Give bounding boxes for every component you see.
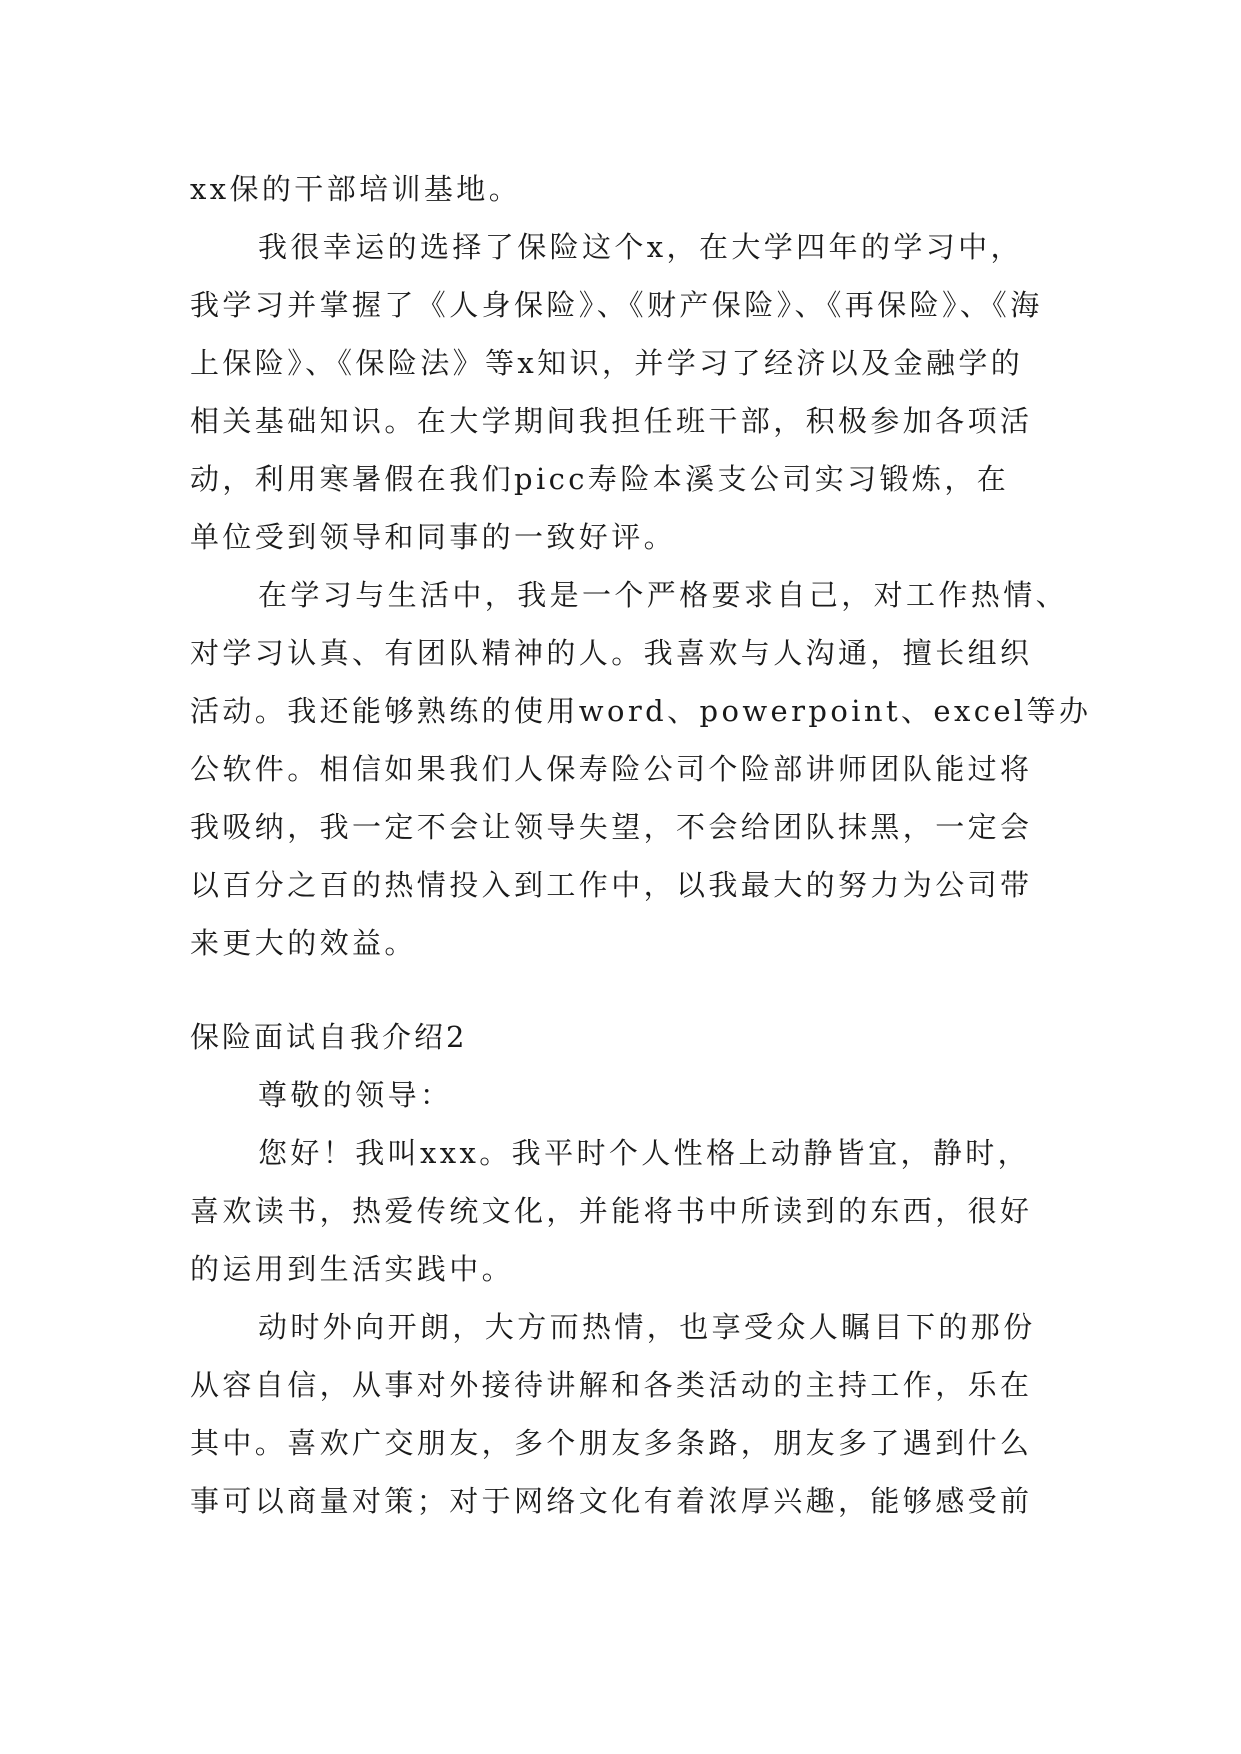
- paragraph-line: 公软件。相信如果我们人保寿险公司个险部讲师团队能过将: [190, 752, 1033, 786]
- paragraph-line: 上保险》、《保险法》等x知识，并学习了经济以及金融学的: [190, 346, 1024, 380]
- paragraph-line: 在学习与生活中，我是一个严格要求自己，对工作热情、: [258, 578, 1069, 612]
- paragraph-line: 来更大的效益。: [190, 926, 417, 960]
- paragraph-line: 相关基础知识。在大学期间我担任班干部，积极参加各项活: [190, 404, 1033, 438]
- section-gap: [190, 972, 1052, 1008]
- paragraph-line: 的运用到生活实践中。: [190, 1252, 515, 1286]
- paragraph-line: 喜欢读书，热爱传统文化，并能将书中所读到的东西，很好: [190, 1194, 1033, 1228]
- paragraph-line: 从容自信，从事对外接待讲解和各类活动的主持工作，乐在: [190, 1368, 1033, 1402]
- section-heading: 保险面试自我介绍2: [190, 1020, 468, 1054]
- paragraph-line: 您好！我叫xxx。我平时个人性格上动静皆宜，静时，: [258, 1136, 1031, 1170]
- paragraph-line: 以百分之百的热情投入到工作中，以我最大的努力为公司带: [190, 868, 1033, 902]
- paragraph-line: xx保的干部培训基地。: [190, 172, 522, 206]
- document-body: [190, 160, 1092, 1530]
- paragraph-line: 我吸纳，我一定不会让领导失望，不会给团队抹黑，一定会: [190, 810, 1033, 844]
- paragraph-line: 单位受到领导和同事的一致好评。: [190, 520, 677, 554]
- paragraph-line: 动，利用寒暑假在我们picc寿险本溪支公司实习锻炼，在: [190, 462, 1010, 496]
- paragraph-line: 动时外向开朗，大方而热情，也享受众人瞩目下的那份: [258, 1310, 1036, 1344]
- paragraph-line: 我学习并掌握了《人身保险》、《财产保险》、《再保险》、《海: [190, 288, 1043, 322]
- paragraph-line: 其中。喜欢广交朋友，多个朋友多条路，朋友多了遇到什么: [190, 1426, 1033, 1460]
- paragraph-line: 对学习认真、有团队精神的人。我喜欢与人沟通，擅长组织: [190, 636, 1033, 670]
- paragraph-line: 事可以商量对策；对于网络文化有着浓厚兴趣，能够感受前: [190, 1484, 1033, 1518]
- paragraph-line: 我很幸运的选择了保险这个x，在大学四年的学习中，: [258, 230, 1023, 264]
- paragraph-line: 活动。我还能够熟练的使用word、powerpoint、excel等办: [190, 694, 1092, 728]
- paragraph-line: 尊敬的领导：: [258, 1078, 453, 1112]
